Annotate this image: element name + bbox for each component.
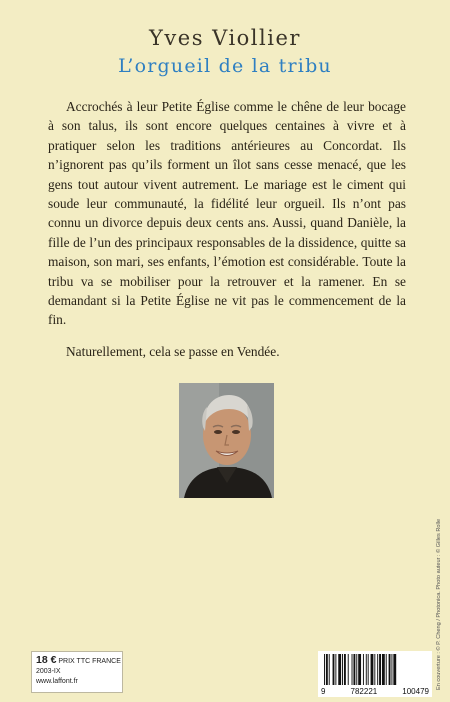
price-line — [36, 654, 121, 667]
barcode-bars — [318, 651, 432, 687]
barcode-digits-left: 782221 — [350, 687, 378, 696]
barcode-digits-right: 100479 — [402, 687, 429, 696]
blurb-paragraph-2: Naturellement, cela se passe en Vendée. — [66, 343, 280, 359]
barcode — [318, 651, 432, 697]
barcode-digit-prefix: 9 — [321, 687, 326, 696]
print-code: 2003-IX — [36, 668, 61, 675]
price-amount: 18 € — [36, 654, 57, 666]
price-label: PRIX TTC FRANCE — [58, 658, 121, 665]
price-box — [31, 651, 123, 693]
publisher-url: www.laffont.fr — [36, 678, 78, 685]
author-name: Yves Viollier — [149, 26, 301, 50]
barcode-digits — [318, 687, 432, 696]
blurb-paragraph-1: Accrochés à leur Petite Église comme le chêne de leur bocage à son talus, ils sont encore quelques centaines à vivre et à pratiquer selon les traditions antérieures au Concordat. Ils n’ignorent pas qu’ils forment un îlot sans cesse menacé, que les gens tout autour vivent autrement. Le mariage est le ciment qui soude leur communauté, la fidélité leur orgueil. Ils n’ont pas connu un divorce depuis deux cents ans. Aussi, quand Danièle, la fille de l’un des principaux responsables de la dissidence, quitte sa maison, son mari, ses enfants, l’émotion est considérable. Toute la tribu va se mobiliser pour la retrouver et la ramener. En se demandant si la Petite Église ne vit pas le commencement de la fin. — [48, 99, 406, 328]
photo-credits: En couverture : © P. Cheng / Photonica. Photo auteur : © Gilles Rolle — [436, 518, 442, 690]
author-photo — [179, 383, 274, 498]
back-cover-blurb — [48, 97, 406, 361]
book-title: L’orgueil de la tribu — [118, 55, 332, 77]
